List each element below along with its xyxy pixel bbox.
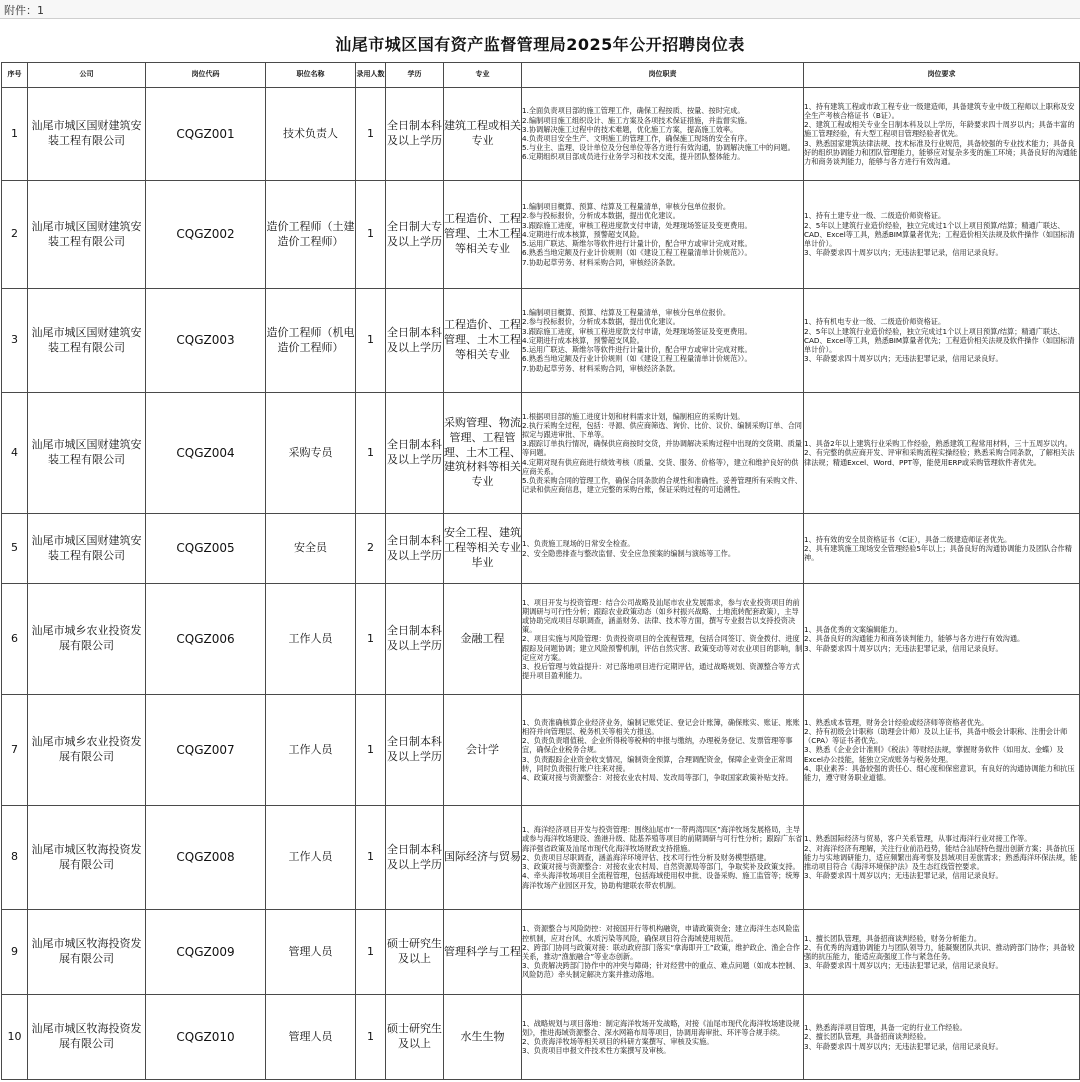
- row-code: CQGZ009: [146, 910, 266, 995]
- row-requirements: [804, 995, 1080, 1080]
- duty-line: 4、政策对接与资源整合：对接农业农村局、发改局等部门，争取国家政策补贴支持。: [522, 773, 793, 783]
- requirement-line: 3、熟悉《企业会计准则》《税法》等财经法规，掌握财务软件（如用友、金蝶）及Excel办公技能，能独立完成账务与税务处理。: [804, 745, 1064, 764]
- duty-line: 2.执行采购全过程，包括：寻源、供应商筛选、询价、比价、议价、编制采购订单、合同拟定与跟进审批、下单等。: [522, 420, 802, 439]
- attachment-bar: [0, 0, 1080, 19]
- row-education: 全日制本科及以上学历: [386, 514, 444, 584]
- requirement-line: 3、年龄要求四十周岁以内；无违法犯罪记录，信用记录良好。: [804, 871, 1003, 881]
- row-requirements: [804, 584, 1080, 695]
- row-major: 工程造价、工程管理、土木工程等相关专业: [444, 181, 522, 289]
- row-position: 工作人员: [266, 806, 356, 910]
- requirement-line: 2、5年以上建筑行业造价经验，独立完成过1个以上项目预算/结算；精通广联达、CAD、Excel等工具，熟悉BIM算量者优先；工程造价相关法规及软件操作（如国标清单计价）。: [804, 220, 1075, 249]
- row-seq: 8: [2, 806, 28, 910]
- table-row: [2, 181, 1080, 289]
- duty-line: 5.运用广联达、斯维尔等软件进行计量计价，配合甲方或审计完成对账。: [522, 345, 752, 355]
- requirement-line: 3、年龄要求四十周岁以内；无违法犯罪记录，信用记录良好。: [804, 643, 1003, 653]
- row-position: 造价工程师（土建造价工程师）: [266, 181, 356, 289]
- table-row: [2, 806, 1080, 910]
- row-major: 建筑工程或相关专业: [444, 88, 522, 181]
- row-seq: 7: [2, 695, 28, 806]
- requirement-line: 2、具有建筑施工现场安全管理经验5年以上；具备良好的沟通协调能力及团队合作精神。: [804, 543, 1072, 563]
- row-code: CQGZ004: [146, 393, 266, 514]
- row-company: 汕尾市城区牧海投资发展有限公司: [28, 910, 146, 995]
- table-row: [2, 995, 1080, 1080]
- duty-line: 3、投后管理与效益提升：对已落地项目进行定期评估，通过战略规划、资源整合等方式提升项目盈利能力。: [522, 662, 800, 681]
- attachment-label: 附件：1: [4, 4, 44, 17]
- duty-line: 3.协调解决施工过程中的技术难题，优化施工方案，提高施工效率。: [522, 124, 738, 134]
- duty-line: 6.熟悉当地定额及行业计价规则（如《建设工程工程量清单计价规范》）。: [522, 248, 752, 258]
- table-header-row: [2, 63, 1080, 88]
- row-duties: [522, 289, 804, 393]
- header-duties: 岗位职责: [522, 63, 804, 88]
- row-major: 管理科学与工程: [444, 910, 522, 995]
- header-seq: 序号: [2, 63, 28, 88]
- row-education: 硕士研究生及以上: [386, 910, 444, 995]
- header-company: 公司: [28, 63, 146, 88]
- row-company: 汕尾市城乡农业投资发展有限公司: [28, 695, 146, 806]
- row-duties: [522, 995, 804, 1080]
- row-requirements: [804, 806, 1080, 910]
- row-major: 采购管理、物流管理、工程管理、土木工程、建筑材料等相关专业: [444, 393, 522, 514]
- row-education: 硕士研究生及以上: [386, 995, 444, 1080]
- duty-line: 2.编制项目施工组织设计、施工方案及各项技术保证措施，并监督实施。: [522, 115, 752, 125]
- duty-line: 7.协助起草劳务、材料采购合同，审核经济条款。: [522, 257, 680, 267]
- table-row: [2, 514, 1080, 584]
- row-requirements: [804, 393, 1080, 514]
- row-company: 汕尾市城区国财建筑安装工程有限公司: [28, 514, 146, 584]
- duty-line: 3、负责解决跨部门协作中的冲突与障碍；针对经营中的重点、难点问题（如成本控制、风险防范）牵头制定解决方案并推动落地。: [522, 961, 800, 980]
- requirement-line: 1、熟悉成本管理，财务会计经验或经济师等资格者优先。: [804, 717, 989, 727]
- row-duties: [522, 393, 804, 514]
- row-position: 工作人员: [266, 695, 356, 806]
- row-seq: 10: [2, 995, 28, 1080]
- row-seq: 9: [2, 910, 28, 995]
- duty-line: 2、安全隐患排查与整改监督、安全应急预案的编制与演练等工作。: [522, 548, 736, 558]
- requirement-line: 1、擅长团队管理，具备招商谈判经验，财务分析能力。: [804, 933, 982, 943]
- requirement-line: 1、熟悉海洋项目管理，具备一定的行业工作经验。: [804, 1023, 967, 1033]
- header-position: 职位名称: [266, 63, 356, 88]
- duty-line: 4、牵头海洋牧场项目全流程管理，包括海域使用权申批、设备采购、施工监管等；统筹海洋牧场产业园区开发，协助构建联农带农机制。: [522, 871, 800, 890]
- row-education: 全日制本科及以上学历: [386, 88, 444, 181]
- duty-line: 3、政策对接与资源整合：对接农业农村局、自然资源局等部门，争取奖补及政策支持。: [522, 862, 800, 872]
- requirement-line: 2、有优秀的沟通协调能力与团队领导力，能凝聚团队共识、推动跨部门协作；具备较强的抗压能力，能适应高强度工作与紧急任务。: [804, 942, 1075, 961]
- row-position: 安全员: [266, 514, 356, 584]
- row-code: CQGZ002: [146, 181, 266, 289]
- row-count: 1: [356, 289, 386, 393]
- row-duties: [522, 910, 804, 995]
- header-count: 录用人数: [356, 63, 386, 88]
- duty-line: 3、负责项目申报文件技术性方案撰写及审核。: [522, 1046, 671, 1056]
- duty-line: 6.熟悉当地定额及行业计价规则（如《建设工程工程量清单计价规范》）。: [522, 354, 752, 364]
- row-position: 造价工程师（机电造价工程师）: [266, 289, 356, 393]
- row-major: 水生生物: [444, 995, 522, 1080]
- duty-line: 3.跟踪施工进度，审核工程进度款支付申请，处理现场签证及变更费用。: [522, 326, 752, 336]
- row-duties: [522, 181, 804, 289]
- requirement-line: 2、具备良好的沟通能力和商务谈判能力，能够与各方进行有效沟通。: [804, 634, 1025, 644]
- row-position: 采购专员: [266, 393, 356, 514]
- duty-line: 2、负责负责增值税、企业所得税等税种的申报与缴纳，办理税务登记、发票管理等事宜，确保企业税务合规。: [522, 736, 793, 755]
- requirement-line: 3、年龄要求四十周岁以内；无违法犯罪记录，信用记录良好。: [804, 1041, 1003, 1051]
- requirement-line: 1、具备优秀的文案编辑能力。: [804, 625, 903, 635]
- row-count: 1: [356, 995, 386, 1080]
- requirement-line: 1、持有机电专业一级、二级造价师资格证。: [804, 317, 946, 327]
- requirement-line: 2、擅长团队管理，具备招商谈判经验。: [804, 1032, 931, 1042]
- row-requirements: [804, 910, 1080, 995]
- duty-line: 4.定期进行成本核算，预警超支风险。: [522, 335, 644, 345]
- page-title: 汕尾市城区国有资产监督管理局2025年公开招聘岗位表: [335, 35, 745, 54]
- duty-line: 2、跨部门协同与政策对接：联动政府部门落实“拿海即开工”政策，维护政企、渔企合作关系，推动“渔旅融合”等业态创新。: [522, 942, 800, 961]
- duty-line: 3.跟踪订单执行情况，确保供应商按时交货，并协调解决采购过程中出现的交货期、质量等问题。: [522, 439, 802, 458]
- header-major: 专业: [444, 63, 522, 88]
- duty-line: 2、负责项目尽职调查，涵盖海洋环境评估、技术可行性分析及财务模型搭建。: [522, 852, 771, 862]
- requirement-line: 2、有完整的供应商开发、评审和采购流程实操经验；熟悉采购合同条款，了解相关法律法规；精通Excel、Word、PPT等，能使用ERP或采购管理软件者优先。: [804, 448, 1075, 467]
- row-position: 技术负责人: [266, 88, 356, 181]
- requirement-line: 2、持有初级会计职称（助理会计师）及以上证书，具备中级会计职称、注册会计师（CPA）等证书者优先。: [804, 726, 1068, 746]
- row-major: 金融工程: [444, 584, 522, 695]
- header-education: 学历: [386, 63, 444, 88]
- requirement-line: 3、年龄要求四十周岁以内；无违法犯罪记录，信用记录良好。: [804, 354, 1003, 364]
- table-row: [2, 910, 1080, 995]
- requirement-line: 4、职业素养：具备较强的责任心、细心度和保密意识，有良好的沟通协调能力和抗压能力，遵守财务职业道德。: [804, 763, 1075, 783]
- row-seq: 1: [2, 88, 28, 181]
- duty-line: 1.根据项目部的施工进度计划和材料需求计划，编制相应的采购计划。: [522, 411, 745, 421]
- row-count: 1: [356, 695, 386, 806]
- duty-line: 5.与业主、监理、设计单位及分包单位等各方进行有效沟通，协调解决施工中的问题。: [522, 143, 795, 153]
- row-duties: [522, 695, 804, 806]
- requirement-line: 2、建筑工程或相关专业全日制本科及以上学历，年龄要求四十周岁以内；具备丰富的施工管理经验，有大型工程项目管理经验者优先。: [804, 120, 1075, 139]
- row-major: 安全工程、建筑工程等相关专业毕业: [444, 514, 522, 584]
- row-count: 1: [356, 181, 386, 289]
- row-education: 全日制本科及以上学历: [386, 695, 444, 806]
- row-count: 1: [356, 806, 386, 910]
- duty-line: 7.协助起草劳务、材料采购合同，审核经济条款。: [522, 363, 680, 373]
- row-position: 工作人员: [266, 584, 356, 695]
- requirement-line: 1、持有效的安全员资格证书（C证），具备二级建造师证者优先。: [804, 534, 1012, 544]
- row-code: CQGZ007: [146, 695, 266, 806]
- row-requirements: [804, 181, 1080, 289]
- duty-line: 5.运用广联达、斯维尔等软件进行计量计价，配合甲方或审计完成对账。: [522, 239, 752, 249]
- requirement-line: 1、持有建筑工程或市政工程专业一级建造师，具备建筑专业中级工程师以上职称及安全生产考核合格证书（B证）。: [804, 101, 1075, 120]
- requirement-line: 3、年龄要求四十周岁以内；无违法犯罪记录，信用记录良好。: [804, 248, 1003, 258]
- table-row: [2, 393, 1080, 514]
- row-company: 汕尾市城区国财建筑安装工程有限公司: [28, 289, 146, 393]
- row-company: 汕尾市城乡农业投资发展有限公司: [28, 584, 146, 695]
- row-position: 管理人员: [266, 910, 356, 995]
- row-major: 工程造价、工程管理、土木工程等相关专业: [444, 289, 522, 393]
- row-company: 汕尾市城区国财建筑安装工程有限公司: [28, 181, 146, 289]
- row-education: 全日制本科及以上学历: [386, 584, 444, 695]
- row-code: CQGZ010: [146, 995, 266, 1080]
- row-requirements: [804, 88, 1080, 181]
- row-education: 全日制本科及以上学历: [386, 289, 444, 393]
- duty-line: 1.全面负责项目部的施工管理工作，确保工程按质、按量、按时完成。: [522, 106, 745, 116]
- row-requirements: [804, 514, 1080, 584]
- row-code: CQGZ008: [146, 806, 266, 910]
- row-company: 汕尾市城区牧海投资发展有限公司: [28, 995, 146, 1080]
- row-code: CQGZ005: [146, 514, 266, 584]
- header-requirements: 岗位要求: [804, 63, 1080, 88]
- duty-line: 2.参与投标报价，分析成本数据，提出优化建议。: [522, 317, 680, 327]
- row-count: 1: [356, 88, 386, 181]
- table-row: [2, 289, 1080, 393]
- requirement-line: 3、熟悉国家建筑法律法规、技术标准及行业规范，具备较强的专业技术能力；具备良好的组织协调能力和团队管理能力，能够应对复杂多变的施工环境；具备良好的沟通能力和商务谈判能力，能够与各方进行有效沟通。: [804, 138, 1078, 167]
- duty-line: 3.跟踪施工进度，审核工程进度款支付申请，处理现场签证及变更费用。: [522, 220, 752, 230]
- row-requirements: [804, 695, 1080, 806]
- duty-line: 1.编制项目概算、预算、结算及工程量清单，审核分包单位报价。: [522, 202, 731, 212]
- duty-line: 5.负责采购合同的管理工作，确保合同条款的合规性和准确性。妥善管理所有采购文件、记录和供应商信息，建立完整的采购台账，保证采购过程的可追溯性。: [522, 476, 802, 495]
- row-education: 全日制本科及以上学历: [386, 806, 444, 910]
- row-education: 全日制大专及以上学历: [386, 181, 444, 289]
- duty-line: 3、负责跟踪企业资金收支情况，编制资金预算，合理调配资金，保障企业资金正常周转，同时负责银行账户往来对接。: [522, 754, 793, 773]
- row-duties: [522, 88, 804, 181]
- table-row: [2, 695, 1080, 806]
- duty-line: 6.定期组织项目部成员进行业务学习和技术交流，提升团队整体能力。: [522, 152, 745, 162]
- row-duties: [522, 584, 804, 695]
- row-code: CQGZ001: [146, 88, 266, 181]
- duty-line: 4.负责项目安全生产、文明施工的管理工作，确保施工现场的安全有序。: [522, 134, 752, 143]
- row-company: 汕尾市城区国财建筑安装工程有限公司: [28, 393, 146, 514]
- requirement-line: 1、持有土建专业一级、二级造价师资格证。: [804, 211, 946, 221]
- row-code: CQGZ003: [146, 289, 266, 393]
- duty-line: 1、海洋经济项目开发与投资管理：围绕汕尾市“一带两湾四区”海洋牧场发展格局，主导或参与海洋牧场建设、渔港升级、陆基养殖等项目的前期调研与可行性分析；跟踪广东省海洋强省政策及汕尾市现代化海洋牧场财政支持措施。: [522, 825, 803, 853]
- row-major: 国际经济与贸易: [444, 806, 522, 910]
- requirement-line: 2、对海洋经济有理解，关注行业前沿趋势，能结合汕尾特色提出创新方案；具备抗压能力与实地调研能力，适应频繁出海考察及县域项目差旅需求；熟悉海洋环保法规，能推动项目符合《海洋环境保护法》及生态红线管控要求。: [804, 843, 1078, 872]
- row-requirements: [804, 289, 1080, 393]
- recruitment-table: [1, 62, 1080, 1080]
- row-seq: 5: [2, 514, 28, 584]
- table-row: [2, 88, 1080, 181]
- duty-line: 4.定期进行成本核算，预警超支风险。: [522, 229, 644, 239]
- row-seq: 6: [2, 584, 28, 695]
- row-company: 汕尾市城区牧海投资发展有限公司: [28, 806, 146, 910]
- requirement-line: 3、年龄要求四十周岁以内；无违法犯罪记录，信用记录良好。: [804, 961, 1003, 971]
- duty-line: 1、资源整合与风险防控：对接国开行等机构融资，申请政策资金；建立海洋生态风险监控机制，应对台风、水质污染等风险，确保项目符合海域使用规范。: [522, 924, 800, 943]
- requirement-line: 1、熟悉国际经济与贸易，客户关系管理，从事过海洋行业对接工作等。: [804, 834, 1032, 844]
- duty-line: 1、战略规划与项目落地：制定海洋牧场开发战略，对接《汕尾市现代化海洋牧场建设规划》，推进海域资源整合、深水网箱布局等项目，协调用海审批、环评等合规手续。: [522, 1018, 800, 1037]
- header-code: 岗位代码: [146, 63, 266, 88]
- row-seq: 2: [2, 181, 28, 289]
- row-count: 1: [356, 393, 386, 514]
- duty-line: 4.定期对现有供应商进行绩效考核（质量、交货、服务、价格等），建立和维护良好的供应商关系。: [522, 457, 799, 476]
- duty-line: 1、负责准确核算企业经济业务，编制记账凭证、登记会计账簿，确保账实、账证、账账相符并向管理层、税务机关等相关方报送。: [522, 717, 800, 736]
- row-code: CQGZ006: [146, 584, 266, 695]
- row-count: 1: [356, 910, 386, 995]
- duty-line: 1、负责施工现场的日常安全检查。: [522, 539, 635, 549]
- table-row: [2, 584, 1080, 695]
- duty-line: 2、负责海洋牧场等相关项目的科研方案撰写、审核及实施。: [522, 1037, 714, 1046]
- row-duties: [522, 806, 804, 910]
- row-position: 管理人员: [266, 995, 356, 1080]
- row-count: 1: [356, 584, 386, 695]
- row-seq: 3: [2, 289, 28, 393]
- row-duties: [522, 514, 804, 584]
- duty-line: 2、项目实施与风险管理：负责投资项目的全流程管理，包括合同签订、资金拨付、进度跟踪及问题协调；建立风险预警机制，评估自然灾害、政策变动等对农业项目的影响，制定应对方案。: [522, 634, 803, 662]
- duty-line: 1、项目开发与投资管理：结合公司战略及汕尾市农业发展需求，参与农业投资项目的前期调研与可行性分析；跟踪农业政策动态（如乡村振兴战略、土地流转配套政策），主导或协助完成项目尽职调查，涵盖财务、法律、技术等方面，撰写专业报告以支持投资决策。: [522, 597, 800, 635]
- row-major: 会计学: [444, 695, 522, 806]
- row-seq: 4: [2, 393, 28, 514]
- row-education: 全日制本科及以上学历: [386, 393, 444, 514]
- duty-line: 2.参与投标报价，分析成本数据，提出优化建议。: [522, 211, 680, 221]
- duty-line: 1.编制项目概算、预算、结算及工程量清单，审核分包单位报价。: [522, 308, 731, 318]
- row-company: 汕尾市城区国财建筑安装工程有限公司: [28, 88, 146, 181]
- requirement-line: 1、具备2年以上建筑行业采购工作经验，熟悉建筑工程常用材料，三十五周岁以内。: [804, 439, 1072, 449]
- requirement-line: 2、5年以上建筑行业造价经验，独立完成过1个以上项目预算/结算；精通广联达、CAD、Excel等工具，熟悉BIM算量者优先；工程造价相关法规及软件操作（如国标清单计价）。: [804, 326, 1075, 355]
- row-count: 2: [356, 514, 386, 584]
